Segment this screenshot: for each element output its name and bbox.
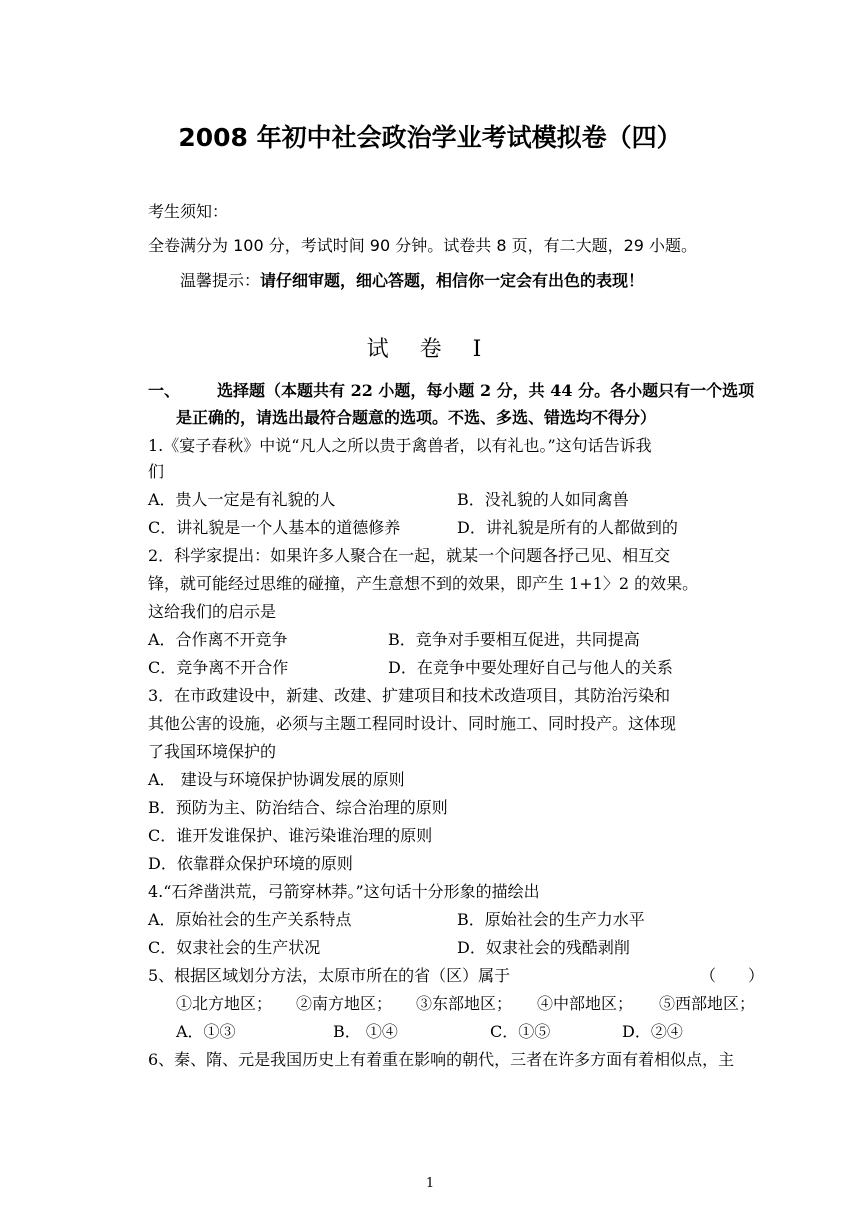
q6-stem-line1: 6、秦、隋、元是我国历史上有着重在影响的朝代，三者在许多方面有着相似点，主 (148, 1050, 735, 1069)
q5-item-4: ④中部地区； (537, 994, 634, 1013)
q5-item-3: ③东部地区； (416, 994, 513, 1013)
q3-option-a: A． 建设与环境保护协调发展的原则 (148, 770, 405, 789)
q3-option-c: C．谁开发谁保护、谁污染谁治理的原则 (148, 826, 433, 845)
q1-option-a: A．贵人一定是有礼貌的人 (148, 490, 336, 509)
q3-option-b: B．预防为主、防治结合、综合治理的原则 (148, 798, 448, 817)
q5-option-d: D．②④ (622, 1022, 683, 1041)
q2-stem-line2: 锋，就可能经过思维的碰撞，产生意想不到的效果，即产生 1+1〉2 的效果。 (148, 574, 699, 593)
part1-heading-line2: 是正确的，请选出最符合题意的选项。不选、多选、错选均不得分） (176, 408, 657, 427)
q2-option-b: B．竞争对手要相互促进，共同提高 (388, 630, 640, 649)
q1-stem-line1: 1.《宴子春秋》中说“凡人之所以贵于禽兽者，以有礼也。”这句话告诉我 (148, 436, 652, 455)
q5-item-1: ①北方地区； (176, 994, 273, 1013)
part1-number: 一、 (148, 381, 181, 400)
q5-stem-line1: 5、根据区域划分方法，太原市所在的省（区）属于 (148, 966, 511, 985)
q1-option-b: B．没礼貌的人如同禽兽 (457, 490, 629, 509)
tip-label: 温馨提示： (180, 271, 261, 290)
q1-option-c: C．讲礼貌是一个人基本的道德修养 (148, 518, 401, 537)
page-number: 1 (425, 1176, 435, 1191)
q5-option-b: B． ①④ (333, 1022, 398, 1041)
q1-stem-line2: 们 (148, 462, 165, 481)
q4-option-b: B．原始社会的生产力水平 (457, 910, 645, 929)
notice-text: 全卷满分为 100 分，考试时间 90 分钟。试卷共 8 页，有二大题，29 小题。 (148, 236, 698, 255)
q4-option-c: C．奴隶社会的生产状况 (148, 938, 321, 957)
q3-stem-line1: 3．在市政建设中，新建、改建、扩建项目和技术改造项目，其防治污染和 (148, 686, 671, 705)
q4-option-d: D．奴隶社会的残酷剥削 (457, 938, 630, 957)
q4-option-a: A．原始社会的生产关系特点 (148, 910, 352, 929)
tip-text: 请仔细审题，细心答题，相信你一定会有出色的表现！ (260, 271, 645, 290)
q2-stem-line1: 2．科学家提出：如果许多人聚合在一起，就某一个问题各抒己见、相互交 (148, 546, 671, 565)
part1-heading-line1: 选择题（本题共有 22 小题，每小题 2 分，共 44 分。各小题只有一个选项 (217, 381, 755, 400)
section-title: 试 卷 Ⅰ (366, 337, 494, 362)
q2-stem-line3: 这给我们的启示是 (148, 602, 277, 621)
q5-item-2: ②南方地区； (296, 994, 393, 1013)
notice-label: 考生须知： (148, 202, 229, 221)
q3-option-d: D．依靠群众保护环境的原则 (148, 854, 353, 873)
q5-answer-parentheses: （ ） (700, 966, 765, 985)
q2-option-a: A．合作离不开竞争 (148, 630, 288, 649)
exam-title: 2008 年初中社会政治学业考试模拟卷（四） (178, 123, 682, 152)
tip-line (180, 271, 644, 291)
q3-stem-line3: 了我国环境保护的 (148, 742, 277, 761)
q4-stem-line1: 4.“石斧凿洪荒，弓箭穿林莽。”这句话十分形象的描绘出 (148, 882, 540, 901)
q5-option-a: A．①③ (176, 1022, 236, 1041)
q3-stem-line2: 其他公害的设施，必须与主题工程同时设计、同时施工、同时投产。这体现 (148, 714, 677, 733)
q1-option-d: D．讲礼貌是所有的人都做到的 (457, 518, 678, 537)
q2-option-d: D．在竞争中要处理好自己与他人的关系 (388, 658, 673, 677)
q2-option-c: C．竞争离不开合作 (148, 658, 289, 677)
q5-item-5: ⑤西部地区； (659, 994, 756, 1013)
q5-option-c: C．①⑤ (490, 1022, 551, 1041)
